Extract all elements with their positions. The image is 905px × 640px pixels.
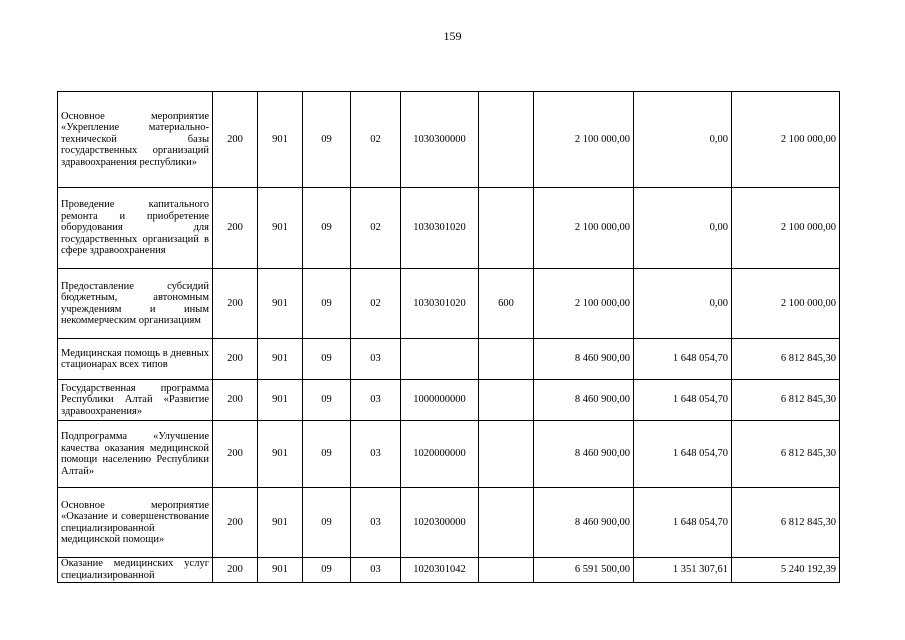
target-article: 1020000000 — [401, 421, 479, 488]
expense-type — [479, 188, 534, 269]
remainder-amount: 6 812 845,30 — [732, 339, 840, 380]
subsection-code: 02 — [351, 188, 401, 269]
row-name: Медицинская помощь в дневных стационарах всех типов — [58, 339, 213, 380]
executed-amount: 0,00 — [634, 269, 732, 339]
expense-type — [479, 421, 534, 488]
section-code: 09 — [303, 269, 351, 339]
section-code: 09 — [303, 558, 351, 583]
remainder-amount: 6 812 845,30 — [732, 421, 840, 488]
table-row — [58, 188, 840, 269]
target-article: 1030300000 — [401, 92, 479, 188]
subsection-code: 03 — [351, 339, 401, 380]
plan-amount: 8 460 900,00 — [534, 421, 634, 488]
ministry-code: 901 — [258, 558, 303, 583]
section-code: 09 — [303, 380, 351, 421]
executed-amount: 0,00 — [634, 188, 732, 269]
row-name: Основное мероприятие «Укрепление материально-технической базы государственных организаций здравоохранения республики» — [58, 92, 213, 188]
subsection-code: 02 — [351, 269, 401, 339]
row-name: Основное мероприятие «Оказание и совершенствование специализированной медицинской помощи» — [58, 488, 213, 558]
table-row — [58, 488, 840, 558]
table-row — [58, 92, 840, 188]
row-name: Проведение капитального ремонта и приобретение оборудования для государственных организаций в сфере здравоохранения — [58, 188, 213, 269]
remainder-amount: 5 240 192,39 — [732, 558, 840, 583]
admin-code: 200 — [213, 421, 258, 488]
subsection-code: 03 — [351, 558, 401, 583]
page-number: 159 — [443, 29, 462, 43]
executed-amount: 1 648 054,70 — [634, 421, 732, 488]
expense-type — [479, 380, 534, 421]
admin-code: 200 — [213, 188, 258, 269]
expense-type — [479, 92, 534, 188]
expense-type — [479, 558, 534, 583]
plan-amount: 2 100 000,00 — [534, 92, 634, 188]
target-article: 1030301020 — [401, 188, 479, 269]
row-name: Предоставление субсидий бюджетным, автономным учреждениям и иным некоммерческим организациям — [58, 269, 213, 339]
remainder-amount: 6 812 845,30 — [732, 380, 840, 421]
remainder-amount: 2 100 000,00 — [732, 188, 840, 269]
target-article: 1020301042 — [401, 558, 479, 583]
executed-amount: 1 351 307,61 — [634, 558, 732, 583]
ministry-code: 901 — [258, 269, 303, 339]
section-code: 09 — [303, 488, 351, 558]
table-row — [58, 269, 840, 339]
ministry-code: 901 — [258, 380, 303, 421]
executed-amount: 1 648 054,70 — [634, 380, 732, 421]
ministry-code: 901 — [258, 339, 303, 380]
section-code: 09 — [303, 421, 351, 488]
executed-amount: 1 648 054,70 — [634, 339, 732, 380]
expense-type — [479, 488, 534, 558]
subsection-code: 02 — [351, 92, 401, 188]
row-name: Подпрограмма «Улучшение качества оказания медицинской помощи населению Республики Алтай» — [58, 421, 213, 488]
executed-amount: 0,00 — [634, 92, 732, 188]
plan-amount: 8 460 900,00 — [534, 339, 634, 380]
plan-amount: 6 591 500,00 — [534, 558, 634, 583]
admin-code: 200 — [213, 92, 258, 188]
remainder-amount: 2 100 000,00 — [732, 269, 840, 339]
admin-code: 200 — [213, 488, 258, 558]
plan-amount: 2 100 000,00 — [534, 269, 634, 339]
plan-amount: 2 100 000,00 — [534, 188, 634, 269]
target-article: 1030301020 — [401, 269, 479, 339]
table-row — [58, 380, 840, 421]
ministry-code: 901 — [258, 488, 303, 558]
row-name: Государственная программа Республики Алтай «Развитие здравоохранения» — [58, 380, 213, 421]
subsection-code: 03 — [351, 488, 401, 558]
table-row — [58, 558, 840, 583]
section-code: 09 — [303, 92, 351, 188]
target-article — [401, 339, 479, 380]
section-code: 09 — [303, 339, 351, 380]
expense-type: 600 — [479, 269, 534, 339]
section-code: 09 — [303, 188, 351, 269]
ministry-code: 901 — [258, 188, 303, 269]
plan-amount: 8 460 900,00 — [534, 488, 634, 558]
admin-code: 200 — [213, 269, 258, 339]
expense-type — [479, 339, 534, 380]
plan-amount: 8 460 900,00 — [534, 380, 634, 421]
remainder-amount: 6 812 845,30 — [732, 488, 840, 558]
row-name: Оказание медицинских услуг специализированной — [58, 558, 213, 583]
target-article: 1000000000 — [401, 380, 479, 421]
admin-code: 200 — [213, 380, 258, 421]
admin-code: 200 — [213, 339, 258, 380]
table-row — [58, 339, 840, 380]
ministry-code: 901 — [258, 421, 303, 488]
admin-code: 200 — [213, 558, 258, 583]
table-row — [58, 421, 840, 488]
remainder-amount: 2 100 000,00 — [732, 92, 840, 188]
budget-table — [57, 91, 840, 583]
target-article: 1020300000 — [401, 488, 479, 558]
subsection-code: 03 — [351, 421, 401, 488]
subsection-code: 03 — [351, 380, 401, 421]
ministry-code: 901 — [258, 92, 303, 188]
executed-amount: 1 648 054,70 — [634, 488, 732, 558]
